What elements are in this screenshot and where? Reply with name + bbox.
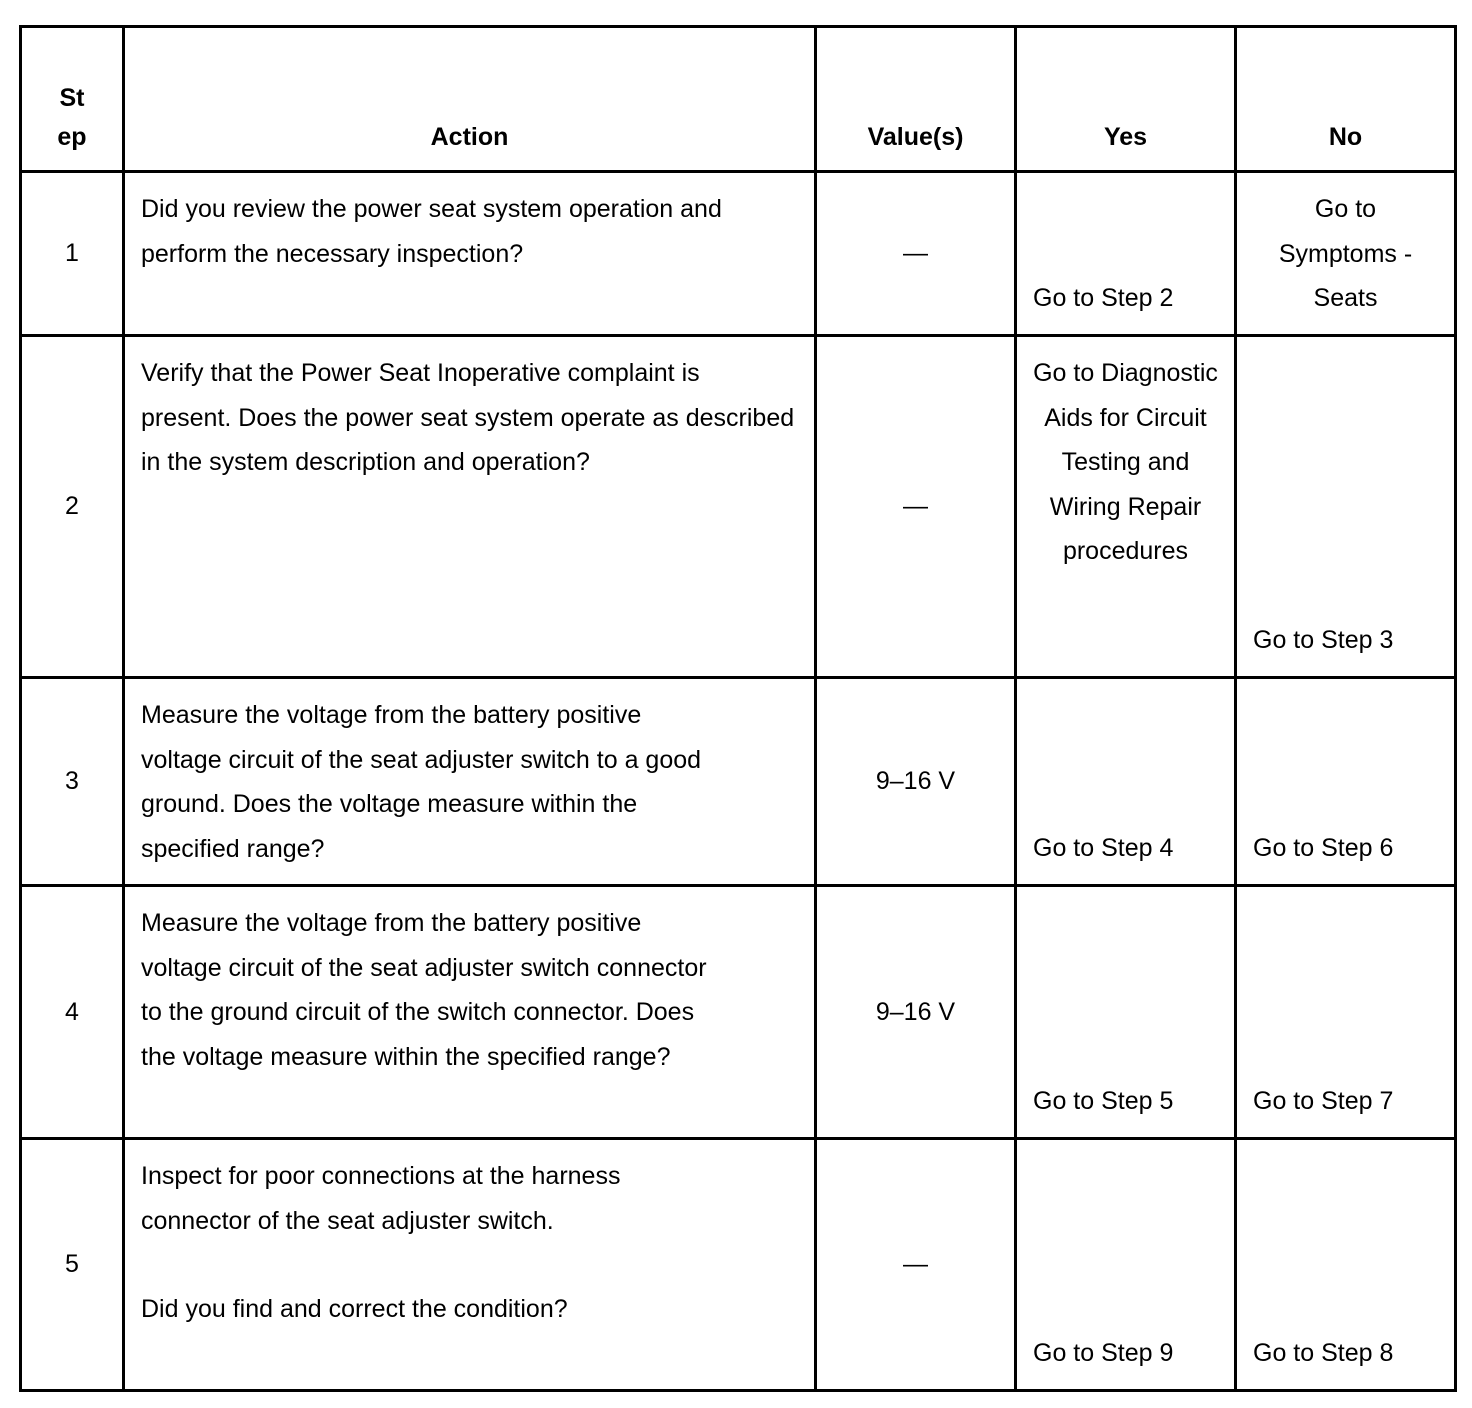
action-text [124,1139,816,1391]
header-action: Action [124,27,816,172]
step-number: 4 [21,886,124,1139]
value-cell: — [816,172,1016,336]
step-number: 5 [21,1139,124,1391]
no-cell [1236,886,1456,1139]
action-paragraph: Inspect for poor connections at the harness connector of the seat adjuster switch. [141,1162,621,1235]
yes-link[interactable]: Go to Step 9 [1033,1338,1174,1367]
yes-cell [1016,678,1236,886]
step-number: 1 [21,172,124,336]
table-row [21,678,1456,886]
no-link[interactable]: Go to Step 6 [1253,833,1394,862]
value-cell: — [816,336,1016,678]
table-row [21,336,1456,678]
no-cell [1236,336,1456,678]
header-no: No [1236,27,1456,172]
value-cell: 9–16 V [816,678,1016,886]
action-text [124,678,816,886]
yes-cell [1016,172,1236,336]
table-row [21,172,1456,336]
no-link[interactable]: Go to Step 7 [1253,1086,1394,1115]
action-question: Did you find and correct the condition? [141,1295,568,1323]
header-values: Value(s) [816,27,1016,172]
yes-link[interactable]: Go to Step 4 [1033,833,1174,862]
header-yes: Yes [1016,27,1236,172]
step-number: 3 [21,678,124,886]
table-row [21,1139,1456,1391]
action-text [124,172,816,336]
no-link[interactable]: Go to Symptoms - Seats [1278,195,1413,312]
value-cell: 9–16 V [816,886,1016,1139]
action-text [124,336,816,678]
yes-cell [1016,336,1236,678]
yes-cell [1016,1139,1236,1391]
header-step-line2: ep [57,122,87,151]
step-number: 2 [21,336,124,678]
no-cell [1236,172,1456,336]
no-link[interactable]: Go to Step 8 [1253,1338,1394,1367]
yes-link[interactable]: Go to Step 2 [1033,283,1174,312]
action-paragraph: Did you review the power seat system operation and perform the necessary inspection? [141,195,722,268]
action-paragraph: Measure the voltage from the battery positive voltage circuit of the seat adjuster switch to a good ground. Does the voltage measure within the specified range? [141,701,702,863]
header-row [21,27,1456,172]
yes-link[interactable]: Go to Step 5 [1033,1086,1174,1115]
action-paragraph: Measure the voltage from the battery positive voltage circuit of the seat adjuster switch connector to the ground circuit of the switch connector. Does the voltage measure within the specified range? [141,909,707,1071]
header-step-line1: St [59,84,85,112]
yes-cell [1016,886,1236,1139]
no-cell [1236,678,1456,886]
no-cell [1236,1139,1456,1391]
value-cell: — [816,1139,1016,1391]
header-step [21,27,124,172]
table-row [21,886,1456,1139]
no-link[interactable]: Go to Step 3 [1253,625,1394,654]
yes-link[interactable]: Go to Diagnostic Aids for Circuit Testing and Wiring Repair procedures [1033,359,1218,565]
diagnostic-table [19,25,1457,1392]
action-paragraph: Verify that the Power Seat Inoperative complaint is present. Does the power seat system operate as described in the system description and operation? [141,359,795,476]
action-text [124,886,816,1139]
